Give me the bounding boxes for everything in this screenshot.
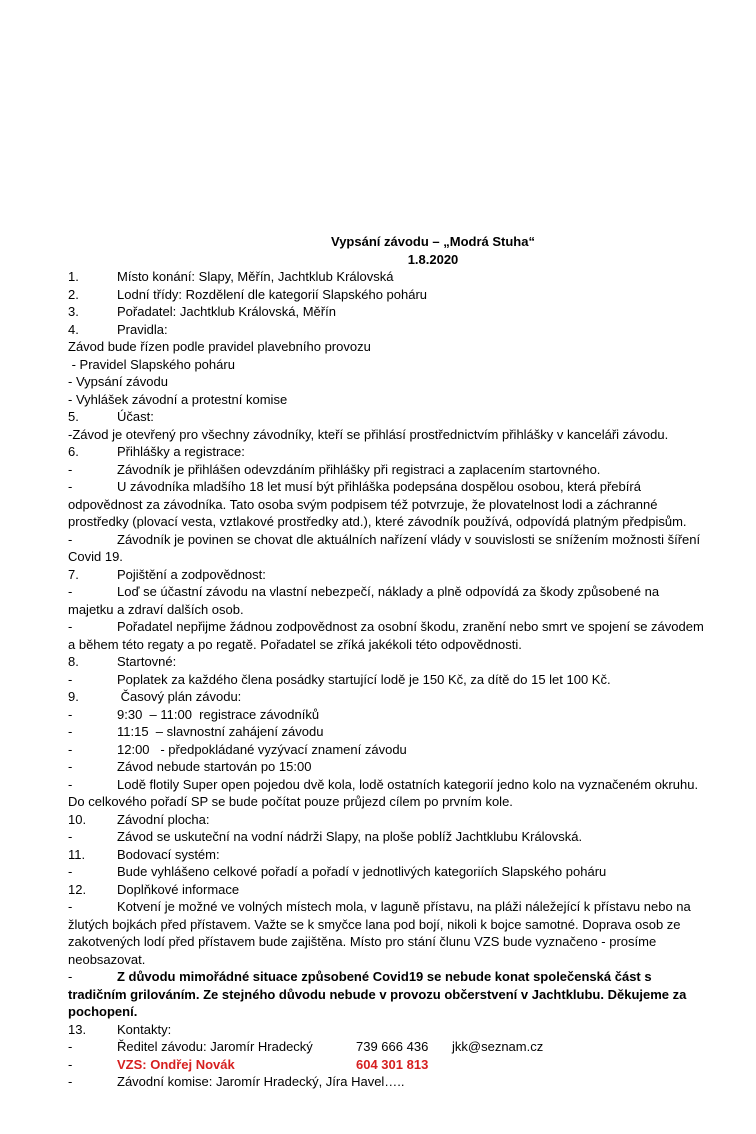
section-number: 5. [68,409,79,424]
dash: - [68,531,73,547]
covid-notice: Z důvodu mimořádné situace způsobené Covid19 se nebude konat společenská část s tradičním grilováním. Ze stejného důvodu nebude v provozu občerstvení v Jachtklubu. Děkujeme za pochopení. [68,969,687,1019]
list-item-bold [68,968,708,1021]
item-text: Loď se účastní závodu na vlastní nebezpečí, náklady a plně odpovídá za škody způsobené na majetku a zdraví dalších osob. [68,584,660,617]
list-item [68,461,708,479]
vzs-label: VZS: Ondřej Novák [117,1056,235,1072]
section-6 [68,443,708,461]
section-9 [68,688,708,706]
dash: - [68,1039,73,1054]
item-text: Závod se uskuteční na vodní nádrži Slapy, na ploše poblíž Jachtklubu Královská. [117,829,583,844]
section-text: Startovné: [117,654,177,669]
contact-director [68,1038,708,1056]
list-item [68,706,708,724]
contact-committee [68,1073,708,1091]
participation-text: -Závod je otevřený pro všechny závodníky, kteří se přihlásí prostřednictvím přihlášky v kanceláři závodu. [68,426,669,442]
dash: - [68,864,73,879]
section-8 [68,653,708,671]
vzs-phone: 604 301 813 [356,1056,429,1072]
item-text: Pořadatel nepřijme žádnou zodpovědnost za osobní škodu, zranění nebo smrt ve spojení se závodem a během této regaty a po regatě. Pořadatel se zříká jakékoli této odpovědnosti. [68,619,704,652]
section-number: 4. [68,321,79,337]
list-item [68,828,708,846]
section-number: 12. [68,881,87,897]
item-text: Závod nebude startován po 15:00 [117,759,312,774]
item-text: 9:30 – 11:00 registrace závodníků [117,706,320,722]
section-text: Účast: [117,409,154,424]
dash: - [68,759,73,774]
item-text: Závodník je přihlášen odevzdáním přihlášky při registraci a zaplacením startovného. [117,461,601,477]
section-4 [68,321,708,339]
section-number: 2. [68,286,79,302]
list-item [68,776,708,811]
section-text: Bodovací systém: [117,846,220,862]
item-text: Poplatek za každého člena posádky startující lodě je 150 Kč, za dítě do 15 let 100 Kč. [117,671,611,687]
dash: - [68,1056,73,1072]
section-number: 10. [68,811,87,827]
dash: - [68,969,73,984]
rules-line: - Vypsání závodu [68,374,168,389]
item-text: Kotvení je možné ve volných místech mola, v laguně přístavu, na pláži náležející k přístavu nebo na žlutých bojkách před přístavem. Važte se k smyčce lana pod bojí, nikoli k bojce samotné. Doprava osob ze zakotvených lodí před přístavem bude zajištěna. Místo pro stání člunu VZS bude vyznačeno - prosíme neobsazovat. [68,899,691,967]
section-number: 1. [68,269,79,284]
dash: - [68,479,73,494]
section-number: 3. [68,304,79,319]
item-text: Lodě flotily Super open pojedou dvě kola, lodě ostatních kategorií jedno kolo na vyznačeném okruhu. Do celkového pořadí SP se bude počítat pouze průjezd cílem po prvním kole. [68,776,699,809]
dash: - [68,724,73,739]
section-3 [68,303,708,321]
list-item [68,671,708,689]
section-number: 9. [68,689,79,704]
item-text: Bude vyhlášeno celkové pořadí a pořadí v jednotlivých kategoriích Slapského poháru [117,864,607,879]
list-item [68,723,708,741]
dash: - [68,899,73,914]
list-item [68,583,708,618]
dash: - [68,584,73,599]
section-7 [68,566,708,584]
section-text: Závodní plocha: [117,811,210,827]
dash: - [68,461,73,477]
section-number: 8. [68,654,79,669]
list-item [68,741,708,759]
dash: - [68,1074,73,1089]
dash: - [68,671,73,687]
rules-line: Závod bude řízen podle pravidel plavebního provozu [68,339,371,354]
list-item [68,531,708,566]
section-12 [68,881,708,899]
director-phone: 739 666 436 [356,1039,429,1054]
dash: - [68,776,73,792]
section-13 [68,1021,708,1039]
committee-text: Závodní komise: Jaromír Hradecký, Jíra Havel….. [117,1074,405,1089]
section-text: Kontakty: [117,1021,172,1037]
item-text: 12:00 - předpokládané vyzývací znamení závodu [117,741,407,757]
section-text: Přihlášky a registrace: [117,444,245,459]
section-number: 11. [68,846,86,862]
section-number: 6. [68,444,79,459]
section-text: Doplňkové informace [117,881,240,897]
dash: - [68,706,73,722]
section-text: Pojištění a zodpovědnost: [117,566,266,582]
page-title: Vypsání závodu – „Modrá Stuha“ [331,234,535,249]
rules-line: - Vyhlášek závodní a protestní komise [68,391,288,407]
list-item [68,758,708,776]
director-label: Ředitel závodu: Jaromír Hradecký [117,1039,313,1054]
rules-line: - Pravidel Slapského poháru [68,356,235,372]
dash: - [68,741,73,757]
list-item [68,478,708,531]
list-item [68,618,708,653]
item-text: 11:15 – slavnostní zahájení závodu [117,724,324,739]
section-text: Místo konání: Slapy, Měřín, Jachtklub Královská [117,269,394,284]
section-2 [68,286,708,304]
race-date: 1.8.2020 [407,251,459,267]
section-1 [68,268,708,286]
section-text: Časový plán závodu: [117,689,242,704]
list-item [68,898,708,968]
director-email: jkk@seznam.cz [452,1039,544,1054]
list-item [68,863,708,881]
section-number: 13. [68,1021,87,1037]
dash: - [68,829,73,844]
section-10 [68,811,708,829]
contact-vzs [68,1056,708,1074]
section-text: Pořadatel: Jachtklub Královská, Měřín [117,304,336,319]
dash: - [68,619,73,634]
section-number: 7. [68,566,79,582]
section-11 [68,846,708,864]
section-text: Lodní třídy: Rozdělení dle kategorií Slapského poháru [117,286,428,302]
section-5 [68,408,708,426]
document-content [68,233,708,1091]
item-text: Závodník je povinen se chovat dle aktuálních nařízení vlády v souvislosti se snížením možnosti šíření Covid 19. [68,531,701,564]
item-text: U závodníka mladšího 18 let musí být přihláška podepsána dospělou osobou, která přebírá odpovědnost za závodníka. Tato osoba svým podpisem též potvrzuje, že plovatelnost lodi a záchranné prostředky (plovací vesta, vztlakové prostředky atd.), které závodník používá, odpovídá platným předpisům. [68,479,687,529]
section-text: Pravidla: [117,321,168,337]
